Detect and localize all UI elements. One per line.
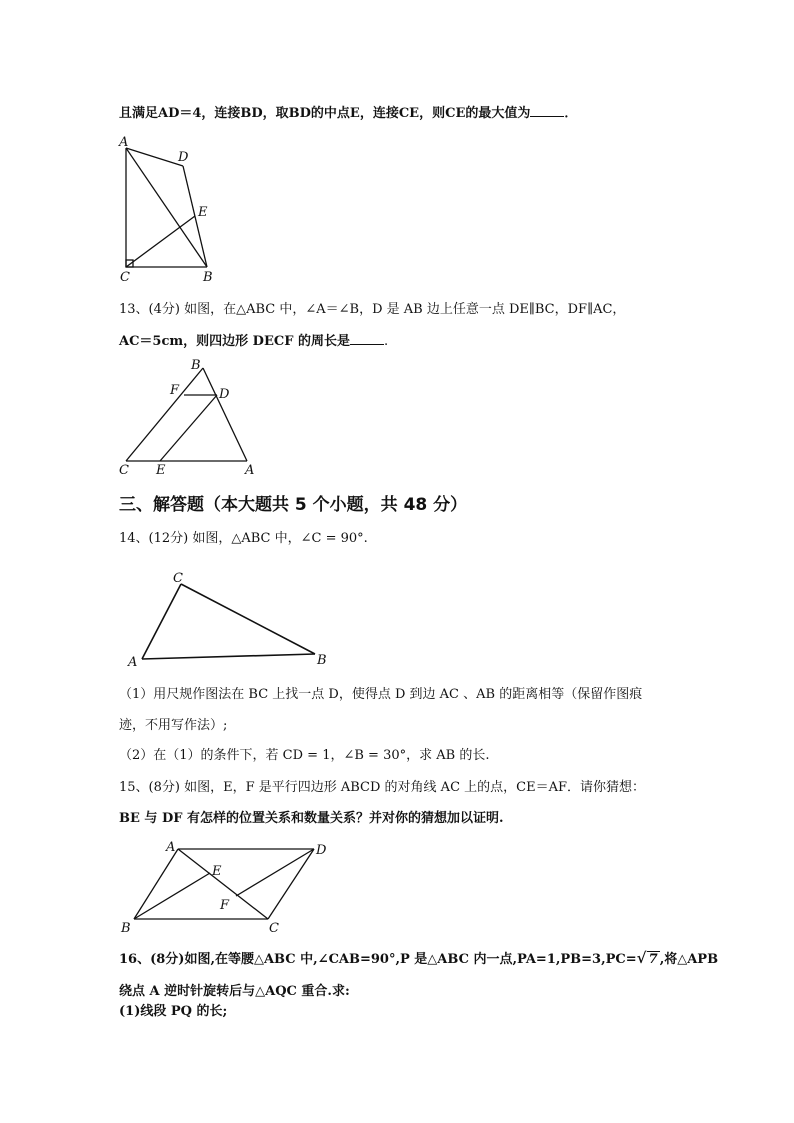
label-c: C (269, 921, 279, 936)
label-c: C (173, 571, 183, 586)
label-a: A (128, 655, 138, 670)
label-a: A (245, 463, 255, 478)
q12-continuation: 且满足AD＝4，连接BD，取BD的中点E，连接CE，则CE的最大值为 (119, 106, 531, 121)
q13-line1: 13、(4分) 如图，在△ABC 中，∠A＝∠B，D 是 AB 边上任意一点 DE∥BC，DF∥AC， (119, 302, 626, 317)
label-d: D (178, 150, 189, 165)
label-e: E (198, 205, 208, 220)
q13-line2: AC＝5cm，则四边形 DECF 的周长是 . (119, 334, 389, 349)
label-f: F (170, 383, 180, 398)
label-e: E (212, 864, 222, 879)
q16-line1: 16、(8分)如图,在等腰△ABC 中,∠CAB=90°,P 是△ABC 内一点,PA=1,PB=3,PC= √ 7 ,将△APB (119, 949, 719, 967)
section-title: 三、解答题（本大题共 5 个小题，共 48 分） (119, 495, 468, 515)
label-e: E (156, 463, 166, 478)
label-c: C (119, 463, 129, 478)
label-b: B (121, 921, 131, 936)
q16-line2: 绕点 A 逆时针旋转后与△AQC 重合.求: (119, 984, 350, 999)
label-d: D (219, 387, 230, 402)
q14-part1a: （1）用尺规作图法在 BC 上找一点 D，使得点 D 到边 AC 、AB 的距离相等（保留作图痕 (119, 687, 643, 702)
label-f: F (220, 898, 230, 913)
q15-line2: BE 与 DF 有怎样的位置关系和数量关系？并对你的猜想加以证明. (119, 811, 504, 826)
label-b: B (191, 358, 201, 373)
q14-part2: （2）在（1）的条件下，若 CD = 1，∠B = 30°，求 AB 的长. (119, 748, 490, 763)
q14-line1: 14、(12分) 如图，△ABC 中，∠C = 90°. (119, 531, 368, 546)
label-d: D (316, 843, 327, 858)
sqrt-expression: √ 7 (636, 949, 658, 967)
label-b: B (317, 653, 327, 668)
segment-be (134, 873, 210, 919)
q12-text: 且满足AD＝4，连接BD，取BD的中点E，连接CE，则CE的最大值为 ． (119, 106, 578, 121)
label-b: B (203, 270, 213, 285)
segment-df (236, 849, 314, 896)
q14-part1b: 迹，不用写作法）; (119, 718, 228, 733)
label-a: A (119, 135, 129, 150)
segment-ab (134, 849, 178, 919)
q16-line3: (1)线段 PQ 的长; (119, 1004, 228, 1019)
label-c: C (120, 270, 130, 285)
q15-line1: 15、(8分) 如图，E，F 是平行四边形 ABCD 的对角线 AC 上的点，CE＝AF．请你猜想： (119, 780, 645, 795)
segment-dc (268, 849, 314, 919)
label-a: A (166, 840, 176, 855)
